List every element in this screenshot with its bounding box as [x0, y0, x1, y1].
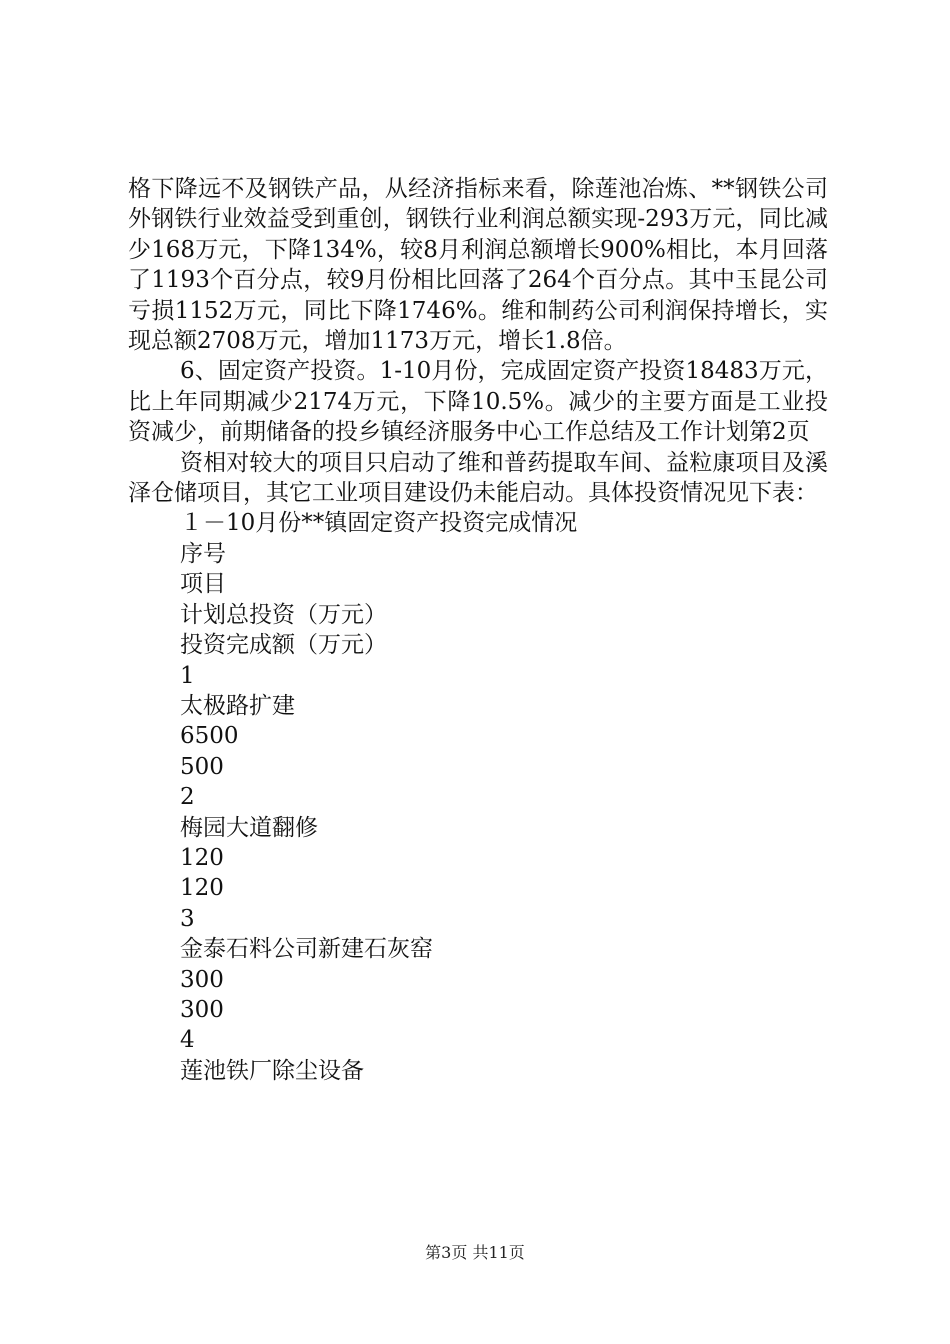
table-header-project: 项目 — [180, 571, 226, 598]
table-cell-completed: 300 — [180, 996, 224, 1023]
table-header-planned: 计划总投资（万元） — [180, 601, 387, 628]
table-header-index: 序号 — [180, 540, 226, 567]
table-cell-project: 金泰石料公司新建石灰窑 — [180, 936, 433, 963]
table-cell-project: 梅园大道翻修 — [180, 814, 318, 841]
table-cell-planned: 120 — [180, 844, 224, 871]
paragraph-steel-profit: 格下降远不及钢铁产品，从经济指标来看，除莲池冶炼、**钢铁公司外钢铁行业效益受到重创，钢铁行业利润总额实现-293万元，同比减少168万元，下降134%，较8月利润总额增长900%相比，本月回落了1193个百分点，较9月份相比回落了264个百分点。其中玉昆公司亏损1152万元，同比下降1746%。维和制药公司利润保持增长，实现总额2708万元，增加1173万元，增长1.8倍。 — [128, 176, 828, 355]
table-cell-index: 2 — [180, 784, 195, 811]
investment-table — [128, 508, 828, 1086]
table-row — [128, 1025, 828, 1086]
paragraph-fixed-assets: 6、固定资产投资。1-10月份，完成固定资产投资18483万元，比上年同期减少2174万元，下降10.5%。减少的主要方面是工业投资减少，前期储备的投乡镇经济服务中心工作总结及工作计划第2页 — [128, 358, 828, 446]
table-cell-planned: 6500 — [180, 723, 239, 750]
table-cell-project: 莲池铁厂除尘设备 — [180, 1057, 364, 1084]
table-row — [128, 904, 828, 1026]
table-cell-completed: 120 — [180, 875, 224, 902]
table-cell-index: 3 — [180, 905, 195, 932]
table-row — [128, 782, 828, 904]
table-cell-project: 太极路扩建 — [180, 692, 295, 719]
table-cell-index: 1 — [180, 662, 195, 689]
table-row — [128, 661, 828, 783]
paragraph-projects: 资相对较大的项目只启动了维和普药提取车间、益粒康项目及溪泽仓储项目，其它工业项目建设仍未能启动。具体投资情况见下表： — [128, 449, 828, 507]
table-header-completed: 投资完成额（万元） — [180, 632, 387, 659]
table-cell-completed: 500 — [180, 753, 224, 780]
document-body — [128, 174, 828, 1086]
table-cell-index: 4 — [180, 1027, 195, 1054]
table-title: １－10月份**镇固定资产投资完成情况 — [180, 510, 578, 537]
page-footer: 第3页 共11页 — [425, 1243, 525, 1262]
table-cell-planned: 300 — [180, 966, 224, 993]
